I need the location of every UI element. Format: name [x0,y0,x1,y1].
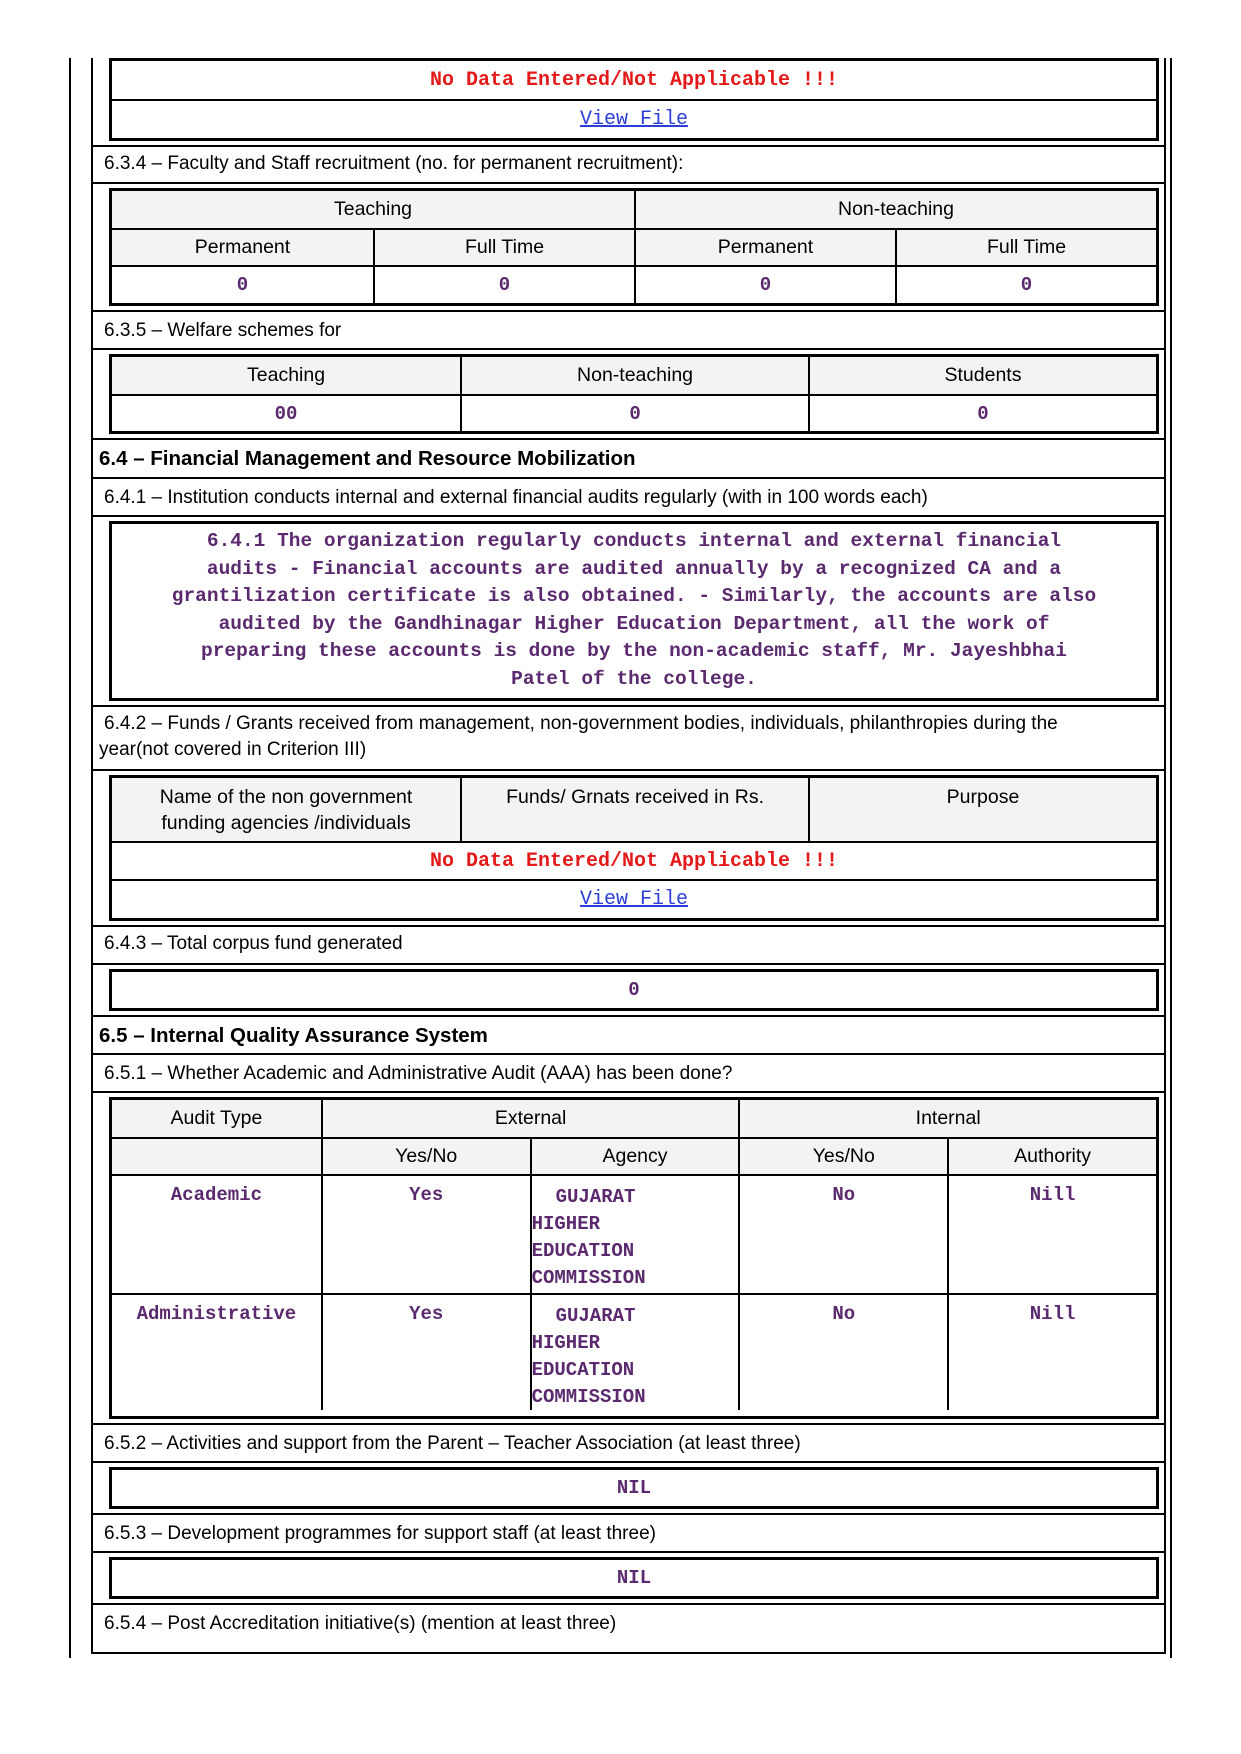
subheader-authority: Authority [947,1139,1156,1174]
subheader-full-time: Full Time [895,230,1156,265]
section-divider [93,1425,1164,1463]
section-divider [93,1093,1164,1425]
subheader-agency: Agency [530,1139,739,1174]
subheader-yes-no: Yes/No [738,1139,947,1174]
agency-line: COMMISSION [531,1267,646,1289]
view-file-link[interactable]: View File [579,107,689,131]
value-cell: 0 [373,267,634,303]
section-divider [93,927,1164,965]
view-file-link[interactable]: View File [579,887,689,911]
heading-6-5: 6.5 – Internal Quality Assurance System [99,1024,488,1047]
label-6-4-1: 6.4.1 – Institution conducts internal and external financial audits regularly (with in 100 words each) [104,487,928,508]
agency-line: EDUCATION [531,1240,635,1262]
label-6-5-2: 6.5.2 – Activities and support from the Parent – Teacher Association (at least three) [104,1433,801,1454]
header-funds-received: Funds/ Grnats received in Rs. [460,778,808,841]
section-divider [93,184,1164,312]
audit-description-line: audits - Financial accounts are audited annually by a recognized CA and a [206,557,1062,580]
section-divider [93,1463,1164,1515]
section-divider [93,350,1164,440]
header-purpose: Purpose [808,778,1156,841]
no-data-message: No Data Entered/Not Applicable !!! [429,849,839,873]
external-yes-no-cell: Yes [321,1295,530,1410]
audit-description-line: grantilization certificate is also obtained. - Similarly, the accounts are also [171,585,1097,607]
section-divider [93,771,1164,927]
section-divider [93,1553,1164,1605]
label-6-4-3: 6.4.3 – Total corpus fund generated [104,933,403,954]
value-cell: 0 [460,396,808,432]
agency-line: HIGHER [531,1332,601,1354]
section-divider [93,58,1164,147]
label-6-3-5: 6.3.5 – Welfare schemes for [104,320,342,341]
agency-line: GUJARAT [555,1186,636,1208]
agency-line: COMMISSION [531,1386,646,1408]
section-divider [93,147,1164,184]
label-6-5-4: 6.5.4 – Post Accreditation initiative(s) (mention at least three) [104,1613,617,1634]
section-divider [93,440,1164,479]
header-external: External [321,1100,739,1137]
subheader-permanent: Permanent [112,230,373,265]
pta-activities-value: NIL [616,1477,652,1499]
section-divider [93,1017,1164,1055]
value-cell: 0 [895,267,1156,303]
internal-yes-no-cell: No [738,1295,947,1410]
header-agency-name-line1: Name of the non government [159,785,413,808]
value-cell: 0 [634,267,895,303]
header-students: Students [808,357,1156,394]
section-divider [93,707,1164,771]
value-cell: 0 [808,396,1156,432]
authority-cell: Nill [947,1295,1156,1410]
audit-type-cell: Administrative [136,1303,297,1325]
label-6-5-1: 6.5.1 – Whether Academic and Administrative Audit (AAA) has been done? [104,1063,733,1084]
label-6-3-4: 6.3.4 – Faculty and Staff recruitment (no. for permanent recruitment): [104,153,684,174]
heading-6-4: 6.4 – Financial Management and Resource Mobilization [99,447,636,470]
header-non-teaching: Non-teaching [460,357,808,394]
header-non-teaching: Non-teaching [634,191,1156,228]
subheader-full-time: Full Time [373,230,634,265]
label-6-4-2-line2: year(not covered in Criterion III) [99,739,367,760]
authority-cell: Nill [947,1176,1156,1293]
section-divider [93,965,1164,1017]
corpus-fund-value: 0 [628,979,640,1001]
header-teaching: Teaching [112,191,634,228]
support-staff-programmes-value: NIL [616,1567,652,1589]
audit-description-line: audited by the Gandhinagar Higher Education Department, all the work of [218,612,1050,635]
subheader-permanent: Permanent [634,230,895,265]
agency-line: GUJARAT [555,1305,636,1327]
header-teaching: Teaching [112,357,460,394]
section-divider [93,517,1164,707]
audit-description-line: 6.4.1 The organization regularly conducts internal and external financial [206,530,1062,552]
agency-line: EDUCATION [531,1359,635,1381]
page-rule-left [69,58,71,1658]
value-cell: 0 [236,274,249,296]
section-divider [93,312,1164,350]
header-audit-type: Audit Type [112,1100,321,1137]
audit-description-line: Patel of the college. [511,667,757,690]
external-yes-no-cell: Yes [321,1176,530,1293]
label-6-4-2-line1: 6.4.2 – Funds / Grants received from management, non-government bodies, individuals, philanthropies during the [104,713,1058,734]
section-divider [93,1515,1164,1553]
agency-line: HIGHER [531,1213,601,1235]
audit-description-line: preparing these accounts is done by the non-academic staff, Mr. Jayeshbhai [201,640,1067,662]
label-6-5-3: 6.5.3 – Development programmes for support staff (at least three) [104,1523,656,1544]
section-divider [93,479,1164,517]
value-cell: 00 [274,403,298,425]
audit-type-cell: Academic [170,1184,262,1206]
section-divider [93,1055,1164,1093]
header-internal: Internal [738,1100,1156,1137]
header-agency-name-line2: funding agencies /individuals [161,811,411,834]
no-data-message: No Data Entered/Not Applicable !!! [429,68,839,92]
page-rule-right [1170,58,1172,1658]
internal-yes-no-cell: No [738,1176,947,1293]
subheader-yes-no: Yes/No [321,1139,530,1174]
